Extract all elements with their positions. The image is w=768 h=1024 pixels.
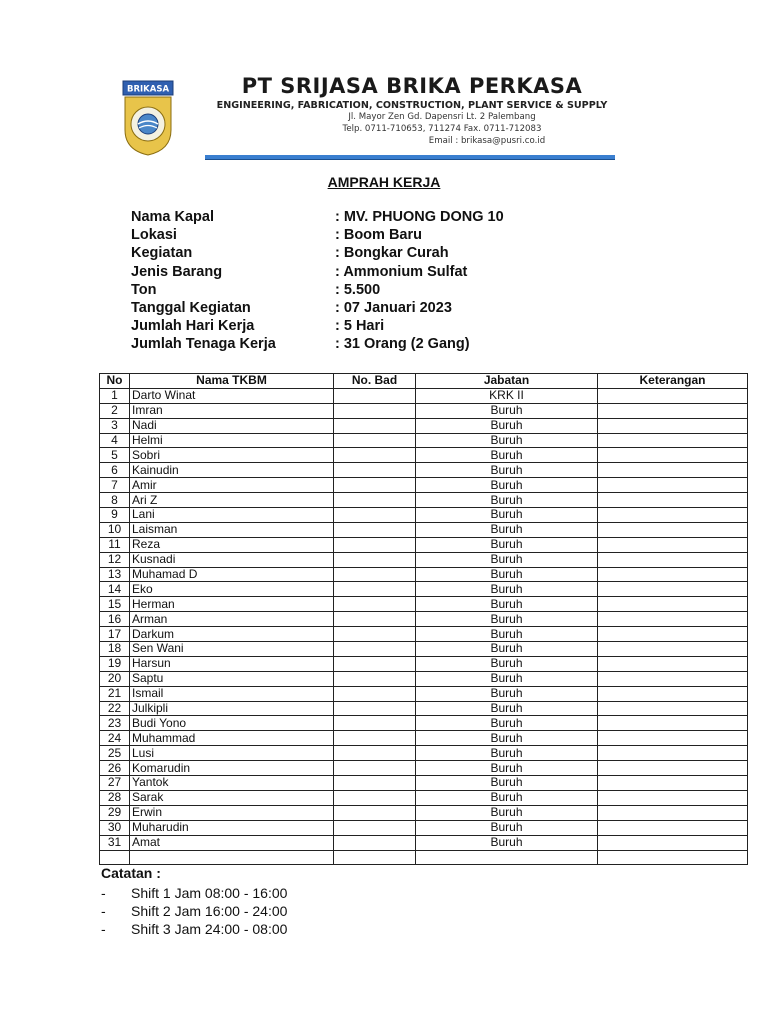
cell-no: 22 — [100, 701, 130, 716]
cell-bad — [334, 686, 416, 701]
cell-name: Budi Yono — [130, 716, 334, 731]
cell-no: 21 — [100, 686, 130, 701]
company-logo-icon — [122, 80, 174, 156]
header-no: No — [100, 374, 130, 389]
cell-no: 1 — [100, 388, 130, 403]
cell-jabatan: Buruh — [416, 731, 598, 746]
cell-keterangan — [598, 508, 748, 523]
cell-keterangan — [598, 433, 748, 448]
table-row — [100, 627, 748, 642]
cell-keterangan — [598, 627, 748, 642]
table-row — [100, 522, 748, 537]
cell-jabatan: Buruh — [416, 478, 598, 493]
cell-no: 23 — [100, 716, 130, 731]
table-header-row — [100, 374, 748, 389]
cell-keterangan — [598, 537, 748, 552]
staff-table — [99, 373, 748, 865]
cell-jabatan: Buruh — [416, 448, 598, 463]
info-value: : Bongkar Curah — [335, 245, 449, 262]
cell-no: 30 — [100, 820, 130, 835]
table-row — [100, 656, 748, 671]
cell-jabatan: Buruh — [416, 805, 598, 820]
note-text: Shift 1 Jam 08:00 - 16:00 — [131, 885, 288, 901]
cell-bad — [334, 418, 416, 433]
table-row — [100, 448, 748, 463]
note-item — [101, 885, 501, 903]
table-row — [100, 537, 748, 552]
cell-keterangan — [598, 835, 748, 850]
cell-no: 5 — [100, 448, 130, 463]
cell-no: 6 — [100, 463, 130, 478]
cell-jabatan: Buruh — [416, 761, 598, 776]
cell-no: 9 — [100, 508, 130, 523]
info-value: : 5 Hari — [335, 318, 385, 335]
cell-jabatan: Buruh — [416, 790, 598, 805]
cell-no: 19 — [100, 656, 130, 671]
cell-jabatan: Buruh — [416, 463, 598, 478]
info-label: Lokasi — [131, 227, 177, 244]
cell-keterangan — [598, 493, 748, 508]
cell-keterangan — [598, 522, 748, 537]
cell-bad — [334, 627, 416, 642]
cell-name: Lusi — [130, 746, 334, 761]
info-label: Nama Kapal — [131, 209, 215, 225]
cell-name: Harsun — [130, 656, 334, 671]
cell-no: 11 — [100, 537, 130, 552]
cell-jabatan: Buruh — [416, 582, 598, 597]
cell-jabatan: Buruh — [416, 656, 598, 671]
cell-bad — [334, 493, 416, 508]
cell-jabatan: Buruh — [416, 567, 598, 582]
document-title: AMPRAH KERJA — [327, 174, 441, 190]
cell-bad — [334, 656, 416, 671]
cell-bad — [334, 552, 416, 567]
table-row — [100, 805, 748, 820]
cell-bad — [334, 537, 416, 552]
cell-name: Darkum — [130, 627, 334, 642]
cell-name: Kusnadi — [130, 552, 334, 567]
cell-name: Nadi — [130, 418, 334, 433]
header-jabatan: Jabatan — [416, 374, 598, 389]
cell-name: Muhammad — [130, 731, 334, 746]
info-row — [131, 300, 631, 318]
info-row — [131, 264, 631, 282]
cell-no: 16 — [100, 612, 130, 627]
table-row — [100, 701, 748, 716]
cell-bad — [334, 567, 416, 582]
cell-jabatan: Buruh — [416, 522, 598, 537]
letterhead-divider — [205, 155, 615, 160]
cell-jabatan: Buruh — [416, 537, 598, 552]
cell-no: 10 — [100, 522, 130, 537]
cell-name: Julkipli — [130, 701, 334, 716]
note-bullet: - — [101, 885, 106, 901]
cell-no: 12 — [100, 552, 130, 567]
table-row — [100, 761, 748, 776]
header-bad: No. Bad — [334, 374, 416, 389]
info-value: : 5.500 — [335, 281, 381, 298]
company-phone: Telp. 0711-710653, 711274 Fax. 0711-712083 — [342, 124, 542, 134]
company-name: PT SRIJASA BRIKA PERKASA — [241, 74, 583, 98]
table-row — [100, 493, 748, 508]
info-value: : Ammonium Sulfat — [335, 263, 468, 280]
cell-no: 15 — [100, 597, 130, 612]
cell-no: 8 — [100, 493, 130, 508]
table-row — [100, 508, 748, 523]
cell-bad — [334, 463, 416, 478]
cell-bad — [334, 790, 416, 805]
table-row — [100, 835, 748, 850]
cell-keterangan — [598, 656, 748, 671]
info-row — [131, 282, 631, 300]
table-row — [100, 776, 748, 791]
note-text: Shift 2 Jam 16:00 - 24:00 — [131, 903, 288, 919]
info-row — [131, 209, 631, 227]
info-label: Jumlah Tenaga Kerja — [131, 336, 276, 353]
cell-keterangan — [598, 418, 748, 433]
company-address: Jl. Mayor Zen Gd. Dapensri Lt. 2 Palembang — [348, 112, 536, 122]
note-text: Shift 3 Jam 24:00 - 08:00 — [131, 921, 288, 937]
info-label: Jenis Barang — [131, 263, 223, 280]
table-row — [100, 642, 748, 657]
info-label: Ton — [131, 281, 157, 298]
cell-keterangan — [598, 850, 748, 865]
cell-bad — [334, 671, 416, 686]
cell-no: 14 — [100, 582, 130, 597]
info-label: Tanggal Kegiatan — [131, 299, 251, 316]
cell-name: Yantok — [130, 776, 334, 791]
cell-bad — [334, 761, 416, 776]
cell-keterangan — [598, 403, 748, 418]
table-row — [100, 731, 748, 746]
cell-bad — [334, 776, 416, 791]
cell-keterangan — [598, 388, 748, 403]
info-row — [131, 245, 631, 263]
cell-bad — [334, 746, 416, 761]
cell-bad — [334, 820, 416, 835]
header-keterangan: Keterangan — [598, 374, 748, 389]
info-value: : 07 Januari 2023 — [335, 299, 452, 316]
cell-bad — [334, 716, 416, 731]
cell-no: 18 — [100, 642, 130, 657]
table-row — [100, 716, 748, 731]
info-label: Jumlah Hari Kerja — [131, 318, 255, 335]
cell-no: 31 — [100, 835, 130, 850]
notes-list — [101, 885, 501, 939]
table-row — [100, 790, 748, 805]
table-row — [100, 552, 748, 567]
cell-name: Sen Wani — [130, 642, 334, 657]
cell-jabatan: Buruh — [416, 671, 598, 686]
cell-keterangan — [598, 686, 748, 701]
table-row — [100, 612, 748, 627]
info-row — [131, 227, 631, 245]
cell-bad — [334, 731, 416, 746]
cell-bad — [334, 508, 416, 523]
info-row — [131, 336, 631, 354]
cell-bad — [334, 403, 416, 418]
cell-jabatan: Buruh — [416, 433, 598, 448]
cell-no: 4 — [100, 433, 130, 448]
cell-bad — [334, 612, 416, 627]
cell-jabatan: Buruh — [416, 820, 598, 835]
cell-bad — [334, 582, 416, 597]
table-row — [100, 567, 748, 582]
cell-keterangan — [598, 776, 748, 791]
table-row — [100, 820, 748, 835]
cell-keterangan — [598, 582, 748, 597]
info-block — [131, 209, 631, 355]
info-value: : MV. PHUONG DONG 10 — [335, 209, 504, 225]
cell-name: Amat — [130, 835, 334, 850]
cell-jabatan: Buruh — [416, 508, 598, 523]
cell-name: Kainudin — [130, 463, 334, 478]
info-value: : 31 Orang (2 Gang) — [335, 336, 470, 353]
cell-name: Ismail — [130, 686, 334, 701]
table-row — [100, 686, 748, 701]
cell-keterangan — [598, 597, 748, 612]
cell-name: Herman — [130, 597, 334, 612]
table-row — [100, 463, 748, 478]
cell-keterangan — [598, 716, 748, 731]
cell-no: 29 — [100, 805, 130, 820]
cell-keterangan — [598, 731, 748, 746]
company-info — [212, 74, 612, 147]
header-name: Nama TKBM — [130, 374, 334, 389]
note-item — [101, 921, 501, 939]
cell-jabatan: Buruh — [416, 642, 598, 657]
cell-name: Erwin — [130, 805, 334, 820]
cell-keterangan — [598, 820, 748, 835]
cell-jabatan: Buruh — [416, 493, 598, 508]
cell-keterangan — [598, 701, 748, 716]
cell-keterangan — [598, 746, 748, 761]
cell-bad — [334, 701, 416, 716]
cell-bad — [334, 388, 416, 403]
cell-bad — [334, 522, 416, 537]
cell-name: Laisman — [130, 522, 334, 537]
cell-name: Eko — [130, 582, 334, 597]
table-row — [100, 671, 748, 686]
cell-bad — [334, 850, 416, 865]
cell-keterangan — [598, 761, 748, 776]
cell-no: 3 — [100, 418, 130, 433]
cell-no: 28 — [100, 790, 130, 805]
cell-name: Arman — [130, 612, 334, 627]
company-email: Email : brikasa@pusri.co.id — [428, 136, 546, 146]
company-tagline: ENGINEERING, FABRICATION, CONSTRUCTION, PLANT SERVICE & SUPPLY — [216, 100, 608, 111]
cell-keterangan — [598, 552, 748, 567]
cell-jabatan: Buruh — [416, 418, 598, 433]
cell-name: Reza — [130, 537, 334, 552]
info-label: Kegiatan — [131, 245, 193, 262]
letterhead — [100, 68, 620, 162]
cell-bad — [334, 642, 416, 657]
cell-bad — [334, 448, 416, 463]
cell-name — [130, 850, 334, 865]
cell-bad — [334, 433, 416, 448]
cell-jabatan: Buruh — [416, 716, 598, 731]
cell-bad — [334, 478, 416, 493]
table-row — [100, 388, 748, 403]
cell-name: Komarudin — [130, 761, 334, 776]
cell-no — [100, 850, 130, 865]
cell-jabatan — [416, 850, 598, 865]
cell-keterangan — [598, 612, 748, 627]
cell-jabatan: KRK II — [416, 388, 598, 403]
cell-keterangan — [598, 448, 748, 463]
info-row — [131, 318, 631, 336]
cell-name: Amir — [130, 478, 334, 493]
table-row — [100, 597, 748, 612]
cell-no: 13 — [100, 567, 130, 582]
cell-keterangan — [598, 463, 748, 478]
note-bullet: - — [101, 903, 106, 919]
cell-no: 2 — [100, 403, 130, 418]
cell-name: Imran — [130, 403, 334, 418]
cell-name: Darto Winat — [130, 388, 334, 403]
cell-name: Muhamad D — [130, 567, 334, 582]
cell-jabatan: Buruh — [416, 612, 598, 627]
cell-name: Ari Z — [130, 493, 334, 508]
cell-jabatan: Buruh — [416, 776, 598, 791]
cell-keterangan — [598, 567, 748, 582]
table-row — [100, 478, 748, 493]
cell-keterangan — [598, 805, 748, 820]
cell-bad — [334, 597, 416, 612]
cell-keterangan — [598, 478, 748, 493]
cell-no: 26 — [100, 761, 130, 776]
logo-text: BRIKASA — [126, 84, 170, 95]
cell-name: Sarak — [130, 790, 334, 805]
cell-keterangan — [598, 790, 748, 805]
cell-bad — [334, 805, 416, 820]
note-item — [101, 903, 501, 921]
cell-name: Saptu — [130, 671, 334, 686]
cell-no: 25 — [100, 746, 130, 761]
cell-no: 27 — [100, 776, 130, 791]
cell-no: 7 — [100, 478, 130, 493]
cell-jabatan: Buruh — [416, 686, 598, 701]
cell-jabatan: Buruh — [416, 403, 598, 418]
table-row — [100, 746, 748, 761]
cell-jabatan: Buruh — [416, 835, 598, 850]
cell-jabatan: Buruh — [416, 597, 598, 612]
cell-keterangan — [598, 671, 748, 686]
cell-name: Lani — [130, 508, 334, 523]
cell-no: 24 — [100, 731, 130, 746]
cell-no: 20 — [100, 671, 130, 686]
table-row — [100, 850, 748, 865]
table-row — [100, 403, 748, 418]
cell-name: Helmi — [130, 433, 334, 448]
cell-bad — [334, 835, 416, 850]
note-bullet: - — [101, 921, 106, 937]
table-row — [100, 433, 748, 448]
info-value: : Boom Baru — [335, 227, 422, 244]
notes-section — [101, 865, 501, 939]
table-row — [100, 582, 748, 597]
cell-jabatan: Buruh — [416, 627, 598, 642]
table-body — [100, 388, 748, 865]
cell-jabatan: Buruh — [416, 552, 598, 567]
cell-name: Muharudin — [130, 820, 334, 835]
cell-jabatan: Buruh — [416, 746, 598, 761]
cell-jabatan: Buruh — [416, 701, 598, 716]
cell-name: Sobri — [130, 448, 334, 463]
table-row — [100, 418, 748, 433]
cell-no: 17 — [100, 627, 130, 642]
notes-title: Catatan : — [101, 865, 161, 881]
cell-keterangan — [598, 642, 748, 657]
